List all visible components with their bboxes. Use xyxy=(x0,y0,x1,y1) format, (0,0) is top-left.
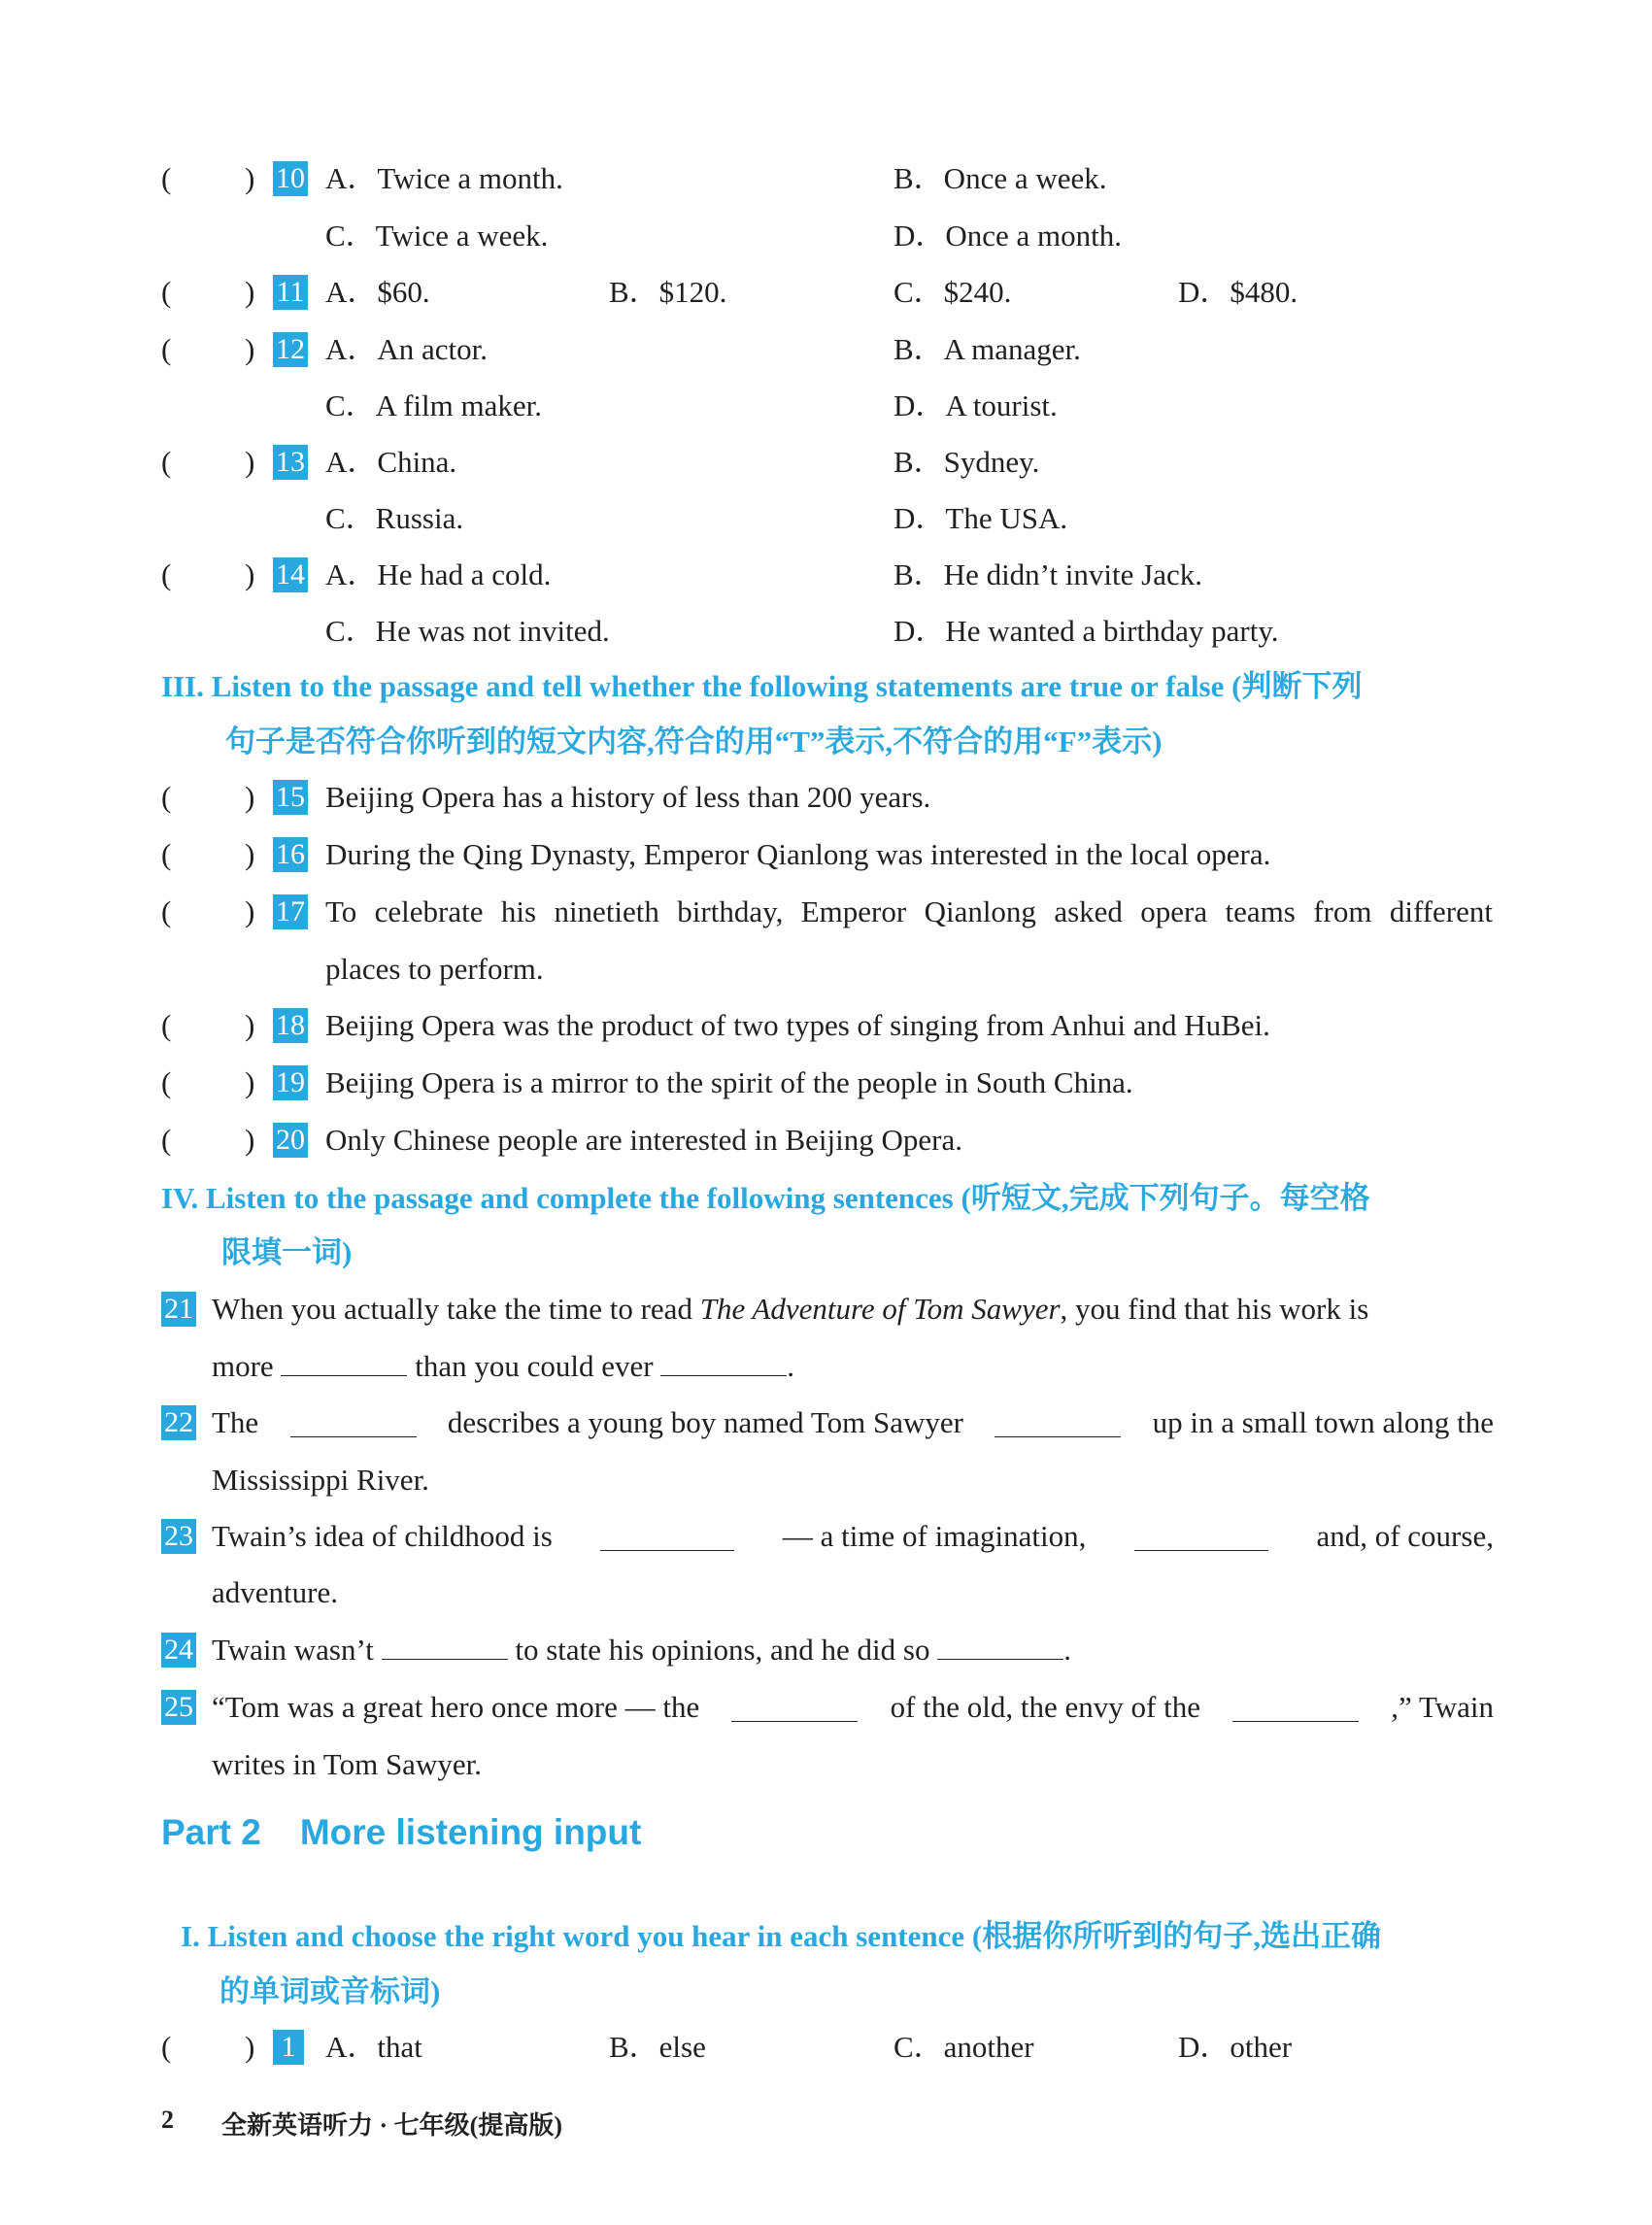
answer-paren-open: ( xyxy=(161,332,172,366)
answer-paren-open: ( xyxy=(161,894,172,928)
question-number: 1 xyxy=(273,2030,304,2065)
answer-paren-open: ( xyxy=(161,1008,172,1042)
question-row-cont xyxy=(0,215,1652,257)
answer-paren-close: ) xyxy=(245,780,255,814)
sentence-part: Twain’s idea of childhood is xyxy=(212,1519,553,1553)
answer-paren-open: ( xyxy=(161,1065,172,1099)
answer-paren-open: ( xyxy=(161,275,172,309)
answer-paren-close: ) xyxy=(245,161,255,195)
answer-paren-close: ) xyxy=(245,837,255,871)
answer-paren-open: ( xyxy=(161,780,172,814)
sentence-part: , you find that his work is xyxy=(1060,1292,1369,1326)
answer-blank[interactable] xyxy=(995,1407,1121,1437)
sentence-part: . xyxy=(1063,1633,1071,1667)
statement-text-cont: places to perform. xyxy=(325,952,544,986)
part-label: Part 2 xyxy=(161,1812,261,1852)
option-a: A．An actor. xyxy=(325,332,489,366)
sentence-text xyxy=(212,1401,1494,1444)
answer-blank[interactable] xyxy=(937,1630,1063,1660)
option-d: D．A tourist. xyxy=(893,388,1058,422)
question-row xyxy=(0,554,1652,596)
option-b: B．$120. xyxy=(609,275,727,309)
question-row xyxy=(0,441,1652,484)
answer-paren-open: ( xyxy=(161,1123,172,1157)
answer-paren-close: ) xyxy=(245,894,255,928)
sentence-part: — a time of imagination, xyxy=(782,1519,1087,1553)
answer-blank[interactable] xyxy=(1134,1521,1268,1551)
question-number: 14 xyxy=(273,557,308,592)
answer-paren-close: ) xyxy=(245,275,255,309)
sentence-text xyxy=(212,1515,1494,1558)
answer-paren-close: ) xyxy=(245,1123,255,1157)
answer-paren-open: ( xyxy=(161,161,172,195)
option-a: A．Twice a month. xyxy=(325,161,563,195)
question-number: 17 xyxy=(273,894,308,929)
page-number: 2 xyxy=(161,2106,174,2134)
question-row-cont xyxy=(0,385,1652,427)
option-b: B．He didn’t invite Jack. xyxy=(893,557,1202,591)
fill-row xyxy=(0,1288,1652,1331)
sentence-part: ,” Twain xyxy=(1391,1690,1494,1724)
answer-paren-close: ) xyxy=(245,445,255,479)
question-row xyxy=(0,157,1652,200)
sentence-text-cont: writes in Tom Sawyer. xyxy=(212,1747,482,1781)
question-number: 12 xyxy=(273,332,308,367)
statement-text: Only Chinese people are interested in Beijing Opera. xyxy=(325,1123,962,1157)
option-c: C．A film maker. xyxy=(325,388,543,422)
question-number: 21 xyxy=(161,1292,196,1327)
answer-paren-open: ( xyxy=(161,557,172,591)
question-number: 19 xyxy=(273,1065,308,1100)
option-c: C．another xyxy=(893,2030,1034,2064)
fill-row-cont xyxy=(0,1345,1652,1388)
option-d: D．He wanted a birthday party. xyxy=(893,614,1279,648)
sentence-part: “Tom was a great hero once more — the xyxy=(212,1690,700,1724)
option-d: D．Once a month. xyxy=(893,219,1123,253)
sentence-part: describes a young boy named Tom Sawyer xyxy=(447,1405,963,1439)
question-number: 24 xyxy=(161,1633,196,1668)
option-b: B．Sydney. xyxy=(893,445,1040,479)
book-title: The Adventure of Tom Sawyer xyxy=(699,1292,1061,1326)
answer-paren-open: ( xyxy=(161,445,172,479)
part2-section-1-instruction: I. Listen and choose the right word you hear in each sentence (根据你所听到的句子,选出正确 xyxy=(181,1919,1381,1953)
question-row-cont xyxy=(0,610,1652,653)
question-number: 13 xyxy=(273,445,308,480)
part2-section-1-instruction-cont: 的单词或音标词) xyxy=(219,1974,441,2008)
fill-row xyxy=(0,1629,1652,1671)
sentence-part: and, of course, xyxy=(1316,1519,1494,1553)
fill-row-cont xyxy=(0,1743,1652,1786)
option-a: A．He had a cold. xyxy=(325,557,552,591)
section-3-instruction-cont: 句子是否符合你听到的短文内容,符合的用“T”表示,不符合的用“F”表示) xyxy=(225,725,1163,759)
statement-text: Beijing Opera is a mirror to the spirit of the people in South China. xyxy=(325,1065,1133,1099)
sentence-text xyxy=(212,1686,1494,1729)
part-heading xyxy=(161,1812,641,1853)
question-number: 25 xyxy=(161,1690,196,1725)
fill-row-cont xyxy=(0,1459,1652,1501)
answer-paren-close: ) xyxy=(245,557,255,591)
sentence-part: of the old, the envy of the xyxy=(890,1690,1200,1724)
sentence-text-cont: Mississippi River. xyxy=(212,1463,429,1497)
statement-text: Beijing Opera has a history of less than 200 years. xyxy=(325,780,931,814)
fill-row xyxy=(0,1515,1652,1558)
tf-row-cont xyxy=(0,948,1652,991)
option-a: A．China. xyxy=(325,445,457,479)
option-d: D．$480. xyxy=(1178,275,1298,309)
section-4-instruction-cont: 限填一词) xyxy=(221,1235,353,1269)
option-d: D．The USA. xyxy=(893,501,1068,535)
question-number: 16 xyxy=(273,837,308,872)
tf-row xyxy=(0,891,1652,933)
answer-blank[interactable] xyxy=(290,1407,417,1437)
option-b: B．Once a week. xyxy=(893,161,1107,195)
sentence-part: The xyxy=(212,1405,259,1439)
answer-paren-close: ) xyxy=(245,1008,255,1042)
answer-paren-close: ) xyxy=(245,1065,255,1099)
sentence-text xyxy=(212,1345,794,1388)
answer-paren-open: ( xyxy=(161,837,172,871)
answer-paren-open: ( xyxy=(161,2030,172,2064)
question-number: 22 xyxy=(161,1405,196,1440)
sentence-part: more xyxy=(212,1349,274,1383)
answer-blank[interactable] xyxy=(281,1346,407,1376)
statement-text: Beijing Opera was the product of two types of singing from Anhui and HuBei. xyxy=(325,1008,1270,1042)
statement-text: To celebrate his ninetieth birthday, Emperor Qianlong asked opera teams from different xyxy=(325,894,1493,928)
sentence-part: than you could ever xyxy=(415,1349,654,1383)
question-number: 10 xyxy=(273,161,308,196)
section-4-instruction: IV. Listen to the passage and complete the following sentences (听短文,完成下列句子。每空格 xyxy=(161,1181,1370,1215)
tf-row xyxy=(0,1062,1652,1104)
sentence-part: up in a small town along the xyxy=(1152,1405,1494,1439)
fill-row-cont xyxy=(0,1571,1652,1614)
option-d: D．other xyxy=(1178,2030,1293,2064)
book-title-footer: 全新英语听力 · 七年级(提高版) xyxy=(221,2111,562,2140)
answer-blank[interactable] xyxy=(600,1521,734,1551)
fill-row xyxy=(0,1686,1652,1729)
statement-text: During the Qing Dynasty, Emperor Qianlong was interested in the local opera. xyxy=(325,837,1271,871)
sentence-text-cont: adventure. xyxy=(212,1575,338,1609)
answer-paren-close: ) xyxy=(245,332,255,366)
question-row xyxy=(0,2026,1652,2069)
section-3-instruction: III. Listen to the passage and tell whether the following statements are true or false (判断下列 xyxy=(161,669,1363,703)
sentence-part: to state his opinions, and he did so xyxy=(515,1633,930,1667)
option-b: B．A manager. xyxy=(893,332,1081,366)
sentence-part: . xyxy=(787,1349,795,1383)
tf-row xyxy=(0,1119,1652,1162)
question-number: 15 xyxy=(273,780,308,815)
sentence-text xyxy=(212,1629,1071,1671)
option-a: A．$60. xyxy=(325,275,430,309)
fill-row xyxy=(0,1401,1652,1444)
answer-blank[interactable] xyxy=(1232,1692,1359,1722)
option-a: A．that xyxy=(325,2030,422,2064)
tf-row xyxy=(0,1004,1652,1047)
question-number: 23 xyxy=(161,1519,196,1554)
question-row-cont xyxy=(0,497,1652,540)
sentence-text xyxy=(212,1288,1368,1331)
answer-paren-close: ) xyxy=(245,2030,255,2064)
option-c: C．He was not invited. xyxy=(325,614,610,648)
question-row xyxy=(0,271,1652,314)
answer-blank[interactable] xyxy=(731,1692,858,1722)
answer-blank[interactable] xyxy=(382,1630,508,1660)
answer-blank[interactable] xyxy=(660,1346,787,1376)
tf-row xyxy=(0,833,1652,876)
option-c: C．Russia. xyxy=(325,501,464,535)
question-row xyxy=(0,328,1652,371)
option-b: B．else xyxy=(609,2030,706,2064)
question-number: 18 xyxy=(273,1008,308,1043)
question-number: 11 xyxy=(273,275,308,310)
part-title: More listening input xyxy=(299,1812,642,1852)
option-c: C．$240. xyxy=(893,275,1012,309)
sentence-part: When you actually take the time to read xyxy=(212,1292,700,1326)
question-number: 20 xyxy=(273,1123,308,1158)
sentence-part: Twain wasn’t xyxy=(212,1633,374,1667)
tf-row xyxy=(0,776,1652,819)
option-c: C．Twice a week. xyxy=(325,219,549,253)
